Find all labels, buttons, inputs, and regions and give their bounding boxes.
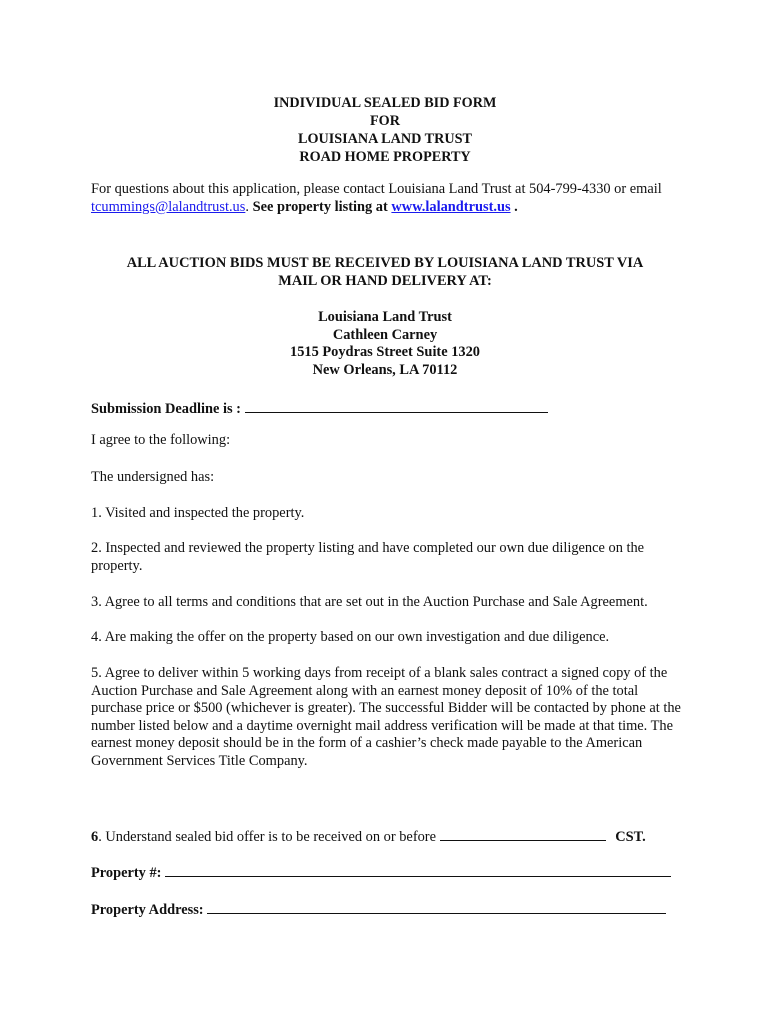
deadline-line (91, 398, 691, 419)
property-address-field[interactable] (207, 899, 666, 914)
listing-link[interactable]: www.lalandtrust.us (391, 198, 511, 215)
bid-date-field[interactable] (440, 826, 606, 841)
item-6: 6. Understand sealed bid offer is to be received on or before CST. (91, 826, 691, 847)
delivery-notice: ALL AUCTION BIDS MUST BE RECEIVED BY LOUISIANA LAND TRUST VIA MAIL OR HAND DELIVERY AT: (126, 255, 644, 289)
listing-label: See property listing at (252, 198, 392, 215)
title-line: LOUISIANA LAND TRUST (298, 131, 472, 147)
property-address-label: Property Address: (91, 902, 204, 918)
deadline-label: Submission Deadline is : (91, 401, 241, 417)
list-item: 1. Visited and inspected the property. (91, 505, 305, 521)
contact-paragraph: For questions about this application, please contact Louisiana Land Trust at 504-799-4330 or email tcummings@lalandtrust.us. See property listing at www.lalandtrust.us . (91, 181, 662, 215)
property-number-field[interactable] (165, 862, 671, 877)
title-line: FOR (370, 113, 400, 129)
title-line: INDIVIDUAL SEALED BID FORM (273, 95, 497, 111)
undersigned-text: The undersigned has: (91, 469, 215, 485)
email-link[interactable]: tcummings@lalandtrust.us (91, 198, 246, 215)
mailing-address: Louisiana Land Trust Cathleen Carney 1515 Poydras Street Suite 1320 New Orleans, LA 70112 (290, 309, 480, 378)
deadline-field[interactable] (245, 398, 548, 413)
title-line: ROAD HOME PROPERTY (299, 149, 471, 165)
agree-text: I agree to the following: (91, 432, 231, 448)
property-number-label: Property #: (91, 865, 162, 881)
list-item: 2. Inspected and reviewed the property listing and have completed our own due diligence on the property. (91, 540, 645, 574)
property-address-line (91, 899, 691, 920)
list-item: 5. Agree to deliver within 5 working days from receipt of a blank sales contract a signed copy of the Auction Purchase and Sale Agreement along with an earnest money deposit of 10% of the total purchase price or $500 (whichever is greater). The successful Bidder will be contacted by phone at the number listed below and a daytime overnight mail address verification will be made at that time. The earnest money deposit should be in the form of a cashier’s check made payable to the American Government Services Title Company. (91, 665, 681, 769)
property-number-line (91, 862, 691, 883)
list-item: 3. Agree to all terms and conditions that are set out in the Auction Purchase and Sale Agreement. (91, 594, 648, 610)
form-title (0, 94, 770, 166)
list-item: 4. Are making the offer on the property based on our own investigation and due diligence. (91, 629, 610, 645)
